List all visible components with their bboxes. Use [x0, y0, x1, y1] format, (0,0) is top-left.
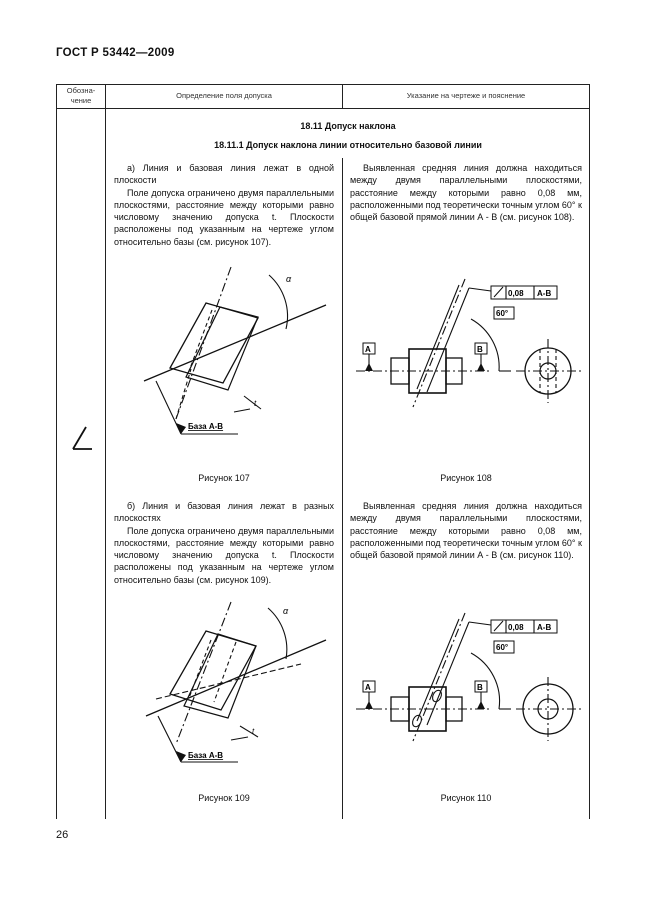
figure-110-angle: 60° [496, 643, 509, 652]
column-header-definition: Определение поля допуска [176, 91, 272, 100]
case-b-heading: б) Линия и базовая линия лежат в разных плоскостях [114, 501, 334, 524]
table-top-rule [56, 84, 590, 85]
figure-108-tol-datum: А-В [537, 289, 552, 298]
case-b-explanation [350, 500, 582, 561]
subsection-title: 18.11.1 Допуск наклона линии относительно базовой линии [214, 140, 482, 150]
section-title: 18.11 Допуск наклона [300, 121, 396, 131]
table-right-rule [589, 84, 590, 819]
case-a-heading: а) Линия и базовая линия лежат в одной плоскости [114, 163, 334, 186]
document-header: ГОСТ Р 53442—2009 [56, 47, 175, 59]
figure-109-alpha-label: α [283, 606, 289, 616]
table-col-rule-1 [105, 84, 106, 819]
figure-110-tol-datum: А-В [537, 623, 552, 632]
column-header-symbol: Обозна- чение [66, 86, 96, 105]
angularity-symbol-icon [70, 424, 94, 454]
figure-108-caption: Рисунок 108 [440, 473, 492, 483]
tolerance-table [56, 84, 590, 819]
case-a-definition-body: Поле допуска ограничено двумя параллельными плоскостями, расстояние между которыми равно числовому значению допуска t. Плоскости расположены под указанным на чертеже углом относительно базы (см. рисунок 107). [114, 187, 334, 247]
figure-107-drawing [136, 269, 336, 459]
column-header-indication: Указание на чертеже и пояснение [406, 91, 526, 100]
figure-109-base-label: База А-В [188, 751, 224, 760]
figure-107-base-label: База А-В [188, 422, 224, 431]
figure-109-drawing [136, 604, 336, 784]
figure-107-caption: Рисунок 107 [198, 473, 250, 483]
case-b-explanation-text: Выявленная средняя линия должна находиться между двумя параллельными плоскостями, расстояние между которыми равно 0,08 мм, расположенными под теоретически точным углом 60° к общей базовой прямой линии А - В (см. рисунок 110). [350, 501, 582, 561]
figure-110-tol-value: 0,08 [508, 623, 524, 632]
table-header-rule [56, 108, 590, 109]
page-number: 26 [56, 829, 69, 841]
figure-108-drawing [351, 279, 581, 429]
table-left-rule [56, 84, 57, 819]
case-b-definition-body: Поле допуска ограничено двумя параллельными плоскостями, расстояние между которыми равно числовому значению допуска t. Плоскости расположены под указанным на чертеже углом относительно базы (см. рисунок 109). [114, 525, 334, 585]
case-a-explanation [350, 162, 582, 223]
figure-110-drawing [351, 609, 581, 759]
case-a-definition [114, 162, 334, 248]
figure-108-angle: 60° [496, 309, 509, 318]
figure-110-datum-a: А [365, 683, 371, 692]
case-b-definition [114, 500, 334, 586]
figure-109-caption: Рисунок 109 [198, 793, 250, 803]
table-col-rule-2 [342, 158, 343, 819]
figure-110-datum-b: В [477, 683, 483, 692]
figure-109-t-label: t [252, 727, 255, 736]
figure-110-caption: Рисунок 110 [440, 793, 492, 803]
figure-108-datum-a: А [365, 345, 371, 354]
case-a-explanation-text: Выявленная средняя линия должна находиться между двумя параллельными плоскостями, расстояние между которыми равно 0,08 мм, расположенными под теоретически точным углом 60° к общей базовой прямой линии А - В (см. рисунок 108). [350, 163, 582, 223]
figure-108-tol-value: 0,08 [508, 289, 524, 298]
figure-108-datum-b: В [477, 345, 483, 354]
figure-107-t-label: t [254, 399, 257, 408]
figure-107-alpha-label: α [286, 274, 292, 284]
